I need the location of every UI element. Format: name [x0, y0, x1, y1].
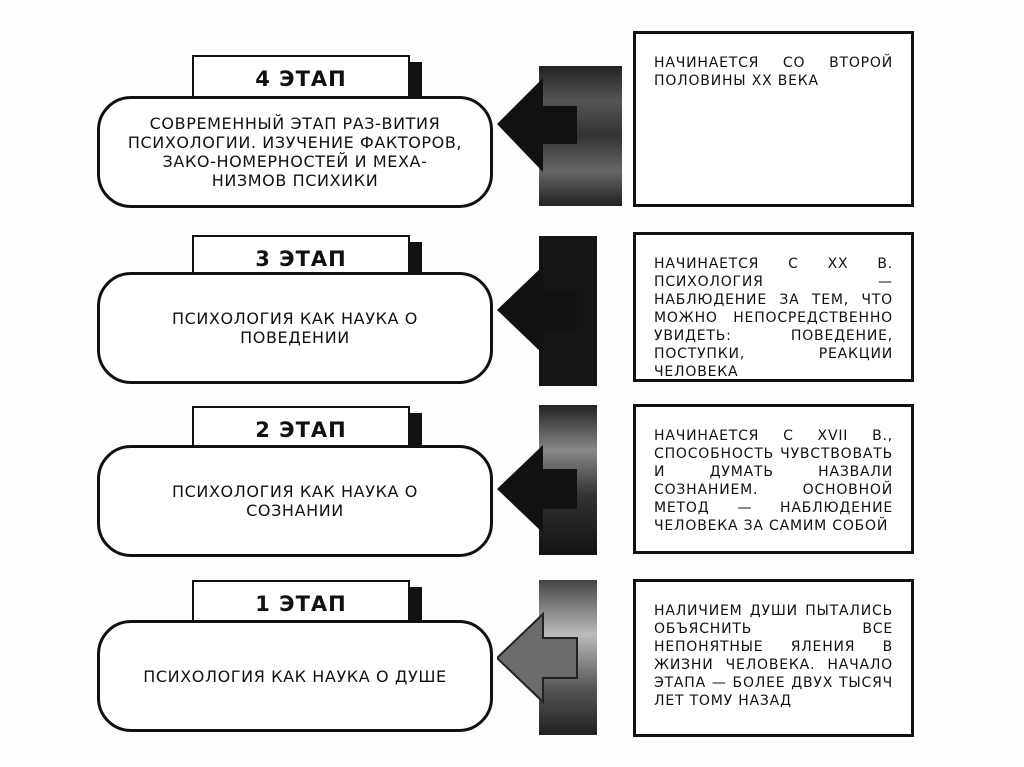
- stage-1-arrow: [497, 580, 622, 735]
- stage-4-description: НАЧИНАЕТСЯ СО ВТОРОЙ ПОЛОВИНЫ XX ВЕКА: [633, 31, 914, 207]
- stage-3-description: НАЧИНАЕТСЯ С XX В. ПСИХОЛОГИЯ — НАБЛЮДЕНИЕ ЗА ТЕМ, ЧТО МОЖНО НЕПОСРЕДСТВЕННО УВИДЕТЬ: ПОВЕДЕНИЕ, ПОСТУПКИ, РЕАКЦИИ ЧЕЛОВЕКА: [633, 232, 914, 382]
- stage-3-box: [97, 272, 493, 384]
- stage-2-label: 2 ЭТАП: [192, 406, 410, 454]
- stage-4-label: 4 ЭТАП: [192, 55, 410, 103]
- stage-2-title: ПСИХОЛОГИЯ КАК НАУКА О СОЗНАНИИ: [172, 482, 418, 520]
- stage-1-description: НАЛИЧИЕМ ДУШИ ПЫТАЛИСЬ ОБЪЯСНИТЬ ВСЕ НЕПОНЯТНЫЕ ЯЛЕНИЯ В ЖИЗНИ ЧЕЛОВЕКА. НАЧАЛО ЭТАПА — БОЛЕЕ ДВУХ ТЫСЯЧ ЛЕТ ТОМУ НАЗАД: [633, 579, 914, 737]
- stage-1-box: [97, 620, 493, 732]
- stage-4-arrow: [497, 66, 622, 206]
- stage-3-title: ПСИХОЛОГИЯ КАК НАУКА О ПОВЕДЕНИИ: [172, 309, 418, 347]
- stage-4-title: СОВРЕМЕННЫЙ ЭТАП РАЗ-ВИТИЯ ПСИХОЛОГИИ. ИЗУЧЕНИЕ ФАКТОРОВ, ЗАКО-НОМЕРНОСТЕЙ И МЕХА-НИЗМОВ ПСИХИКИ: [127, 114, 463, 190]
- stage-1-label: 1 ЭТАП: [192, 580, 410, 628]
- stage-2-box: [97, 445, 493, 557]
- stage-1-title: ПСИХОЛОГИЯ КАК НАУКА О ДУШЕ: [143, 666, 447, 686]
- stage-3-arrow: [497, 236, 622, 386]
- stage-2-description: НАЧИНАЕТСЯ С XVII В., СПОСОБНОСТЬ ЧУВСТВОВАТЬ И ДУМАТЬ НАЗВАЛИ СОЗНАНИЕМ. ОСНОВНОЙ МЕТОД — НАБЛЮДЕНИЕ ЧЕЛОВЕКА ЗА САМИМ СОБОЙ: [633, 404, 914, 554]
- stage-4-box: [97, 96, 493, 208]
- stage-3-label: 3 ЭТАП: [192, 235, 410, 283]
- stage-2-arrow: [497, 405, 622, 555]
